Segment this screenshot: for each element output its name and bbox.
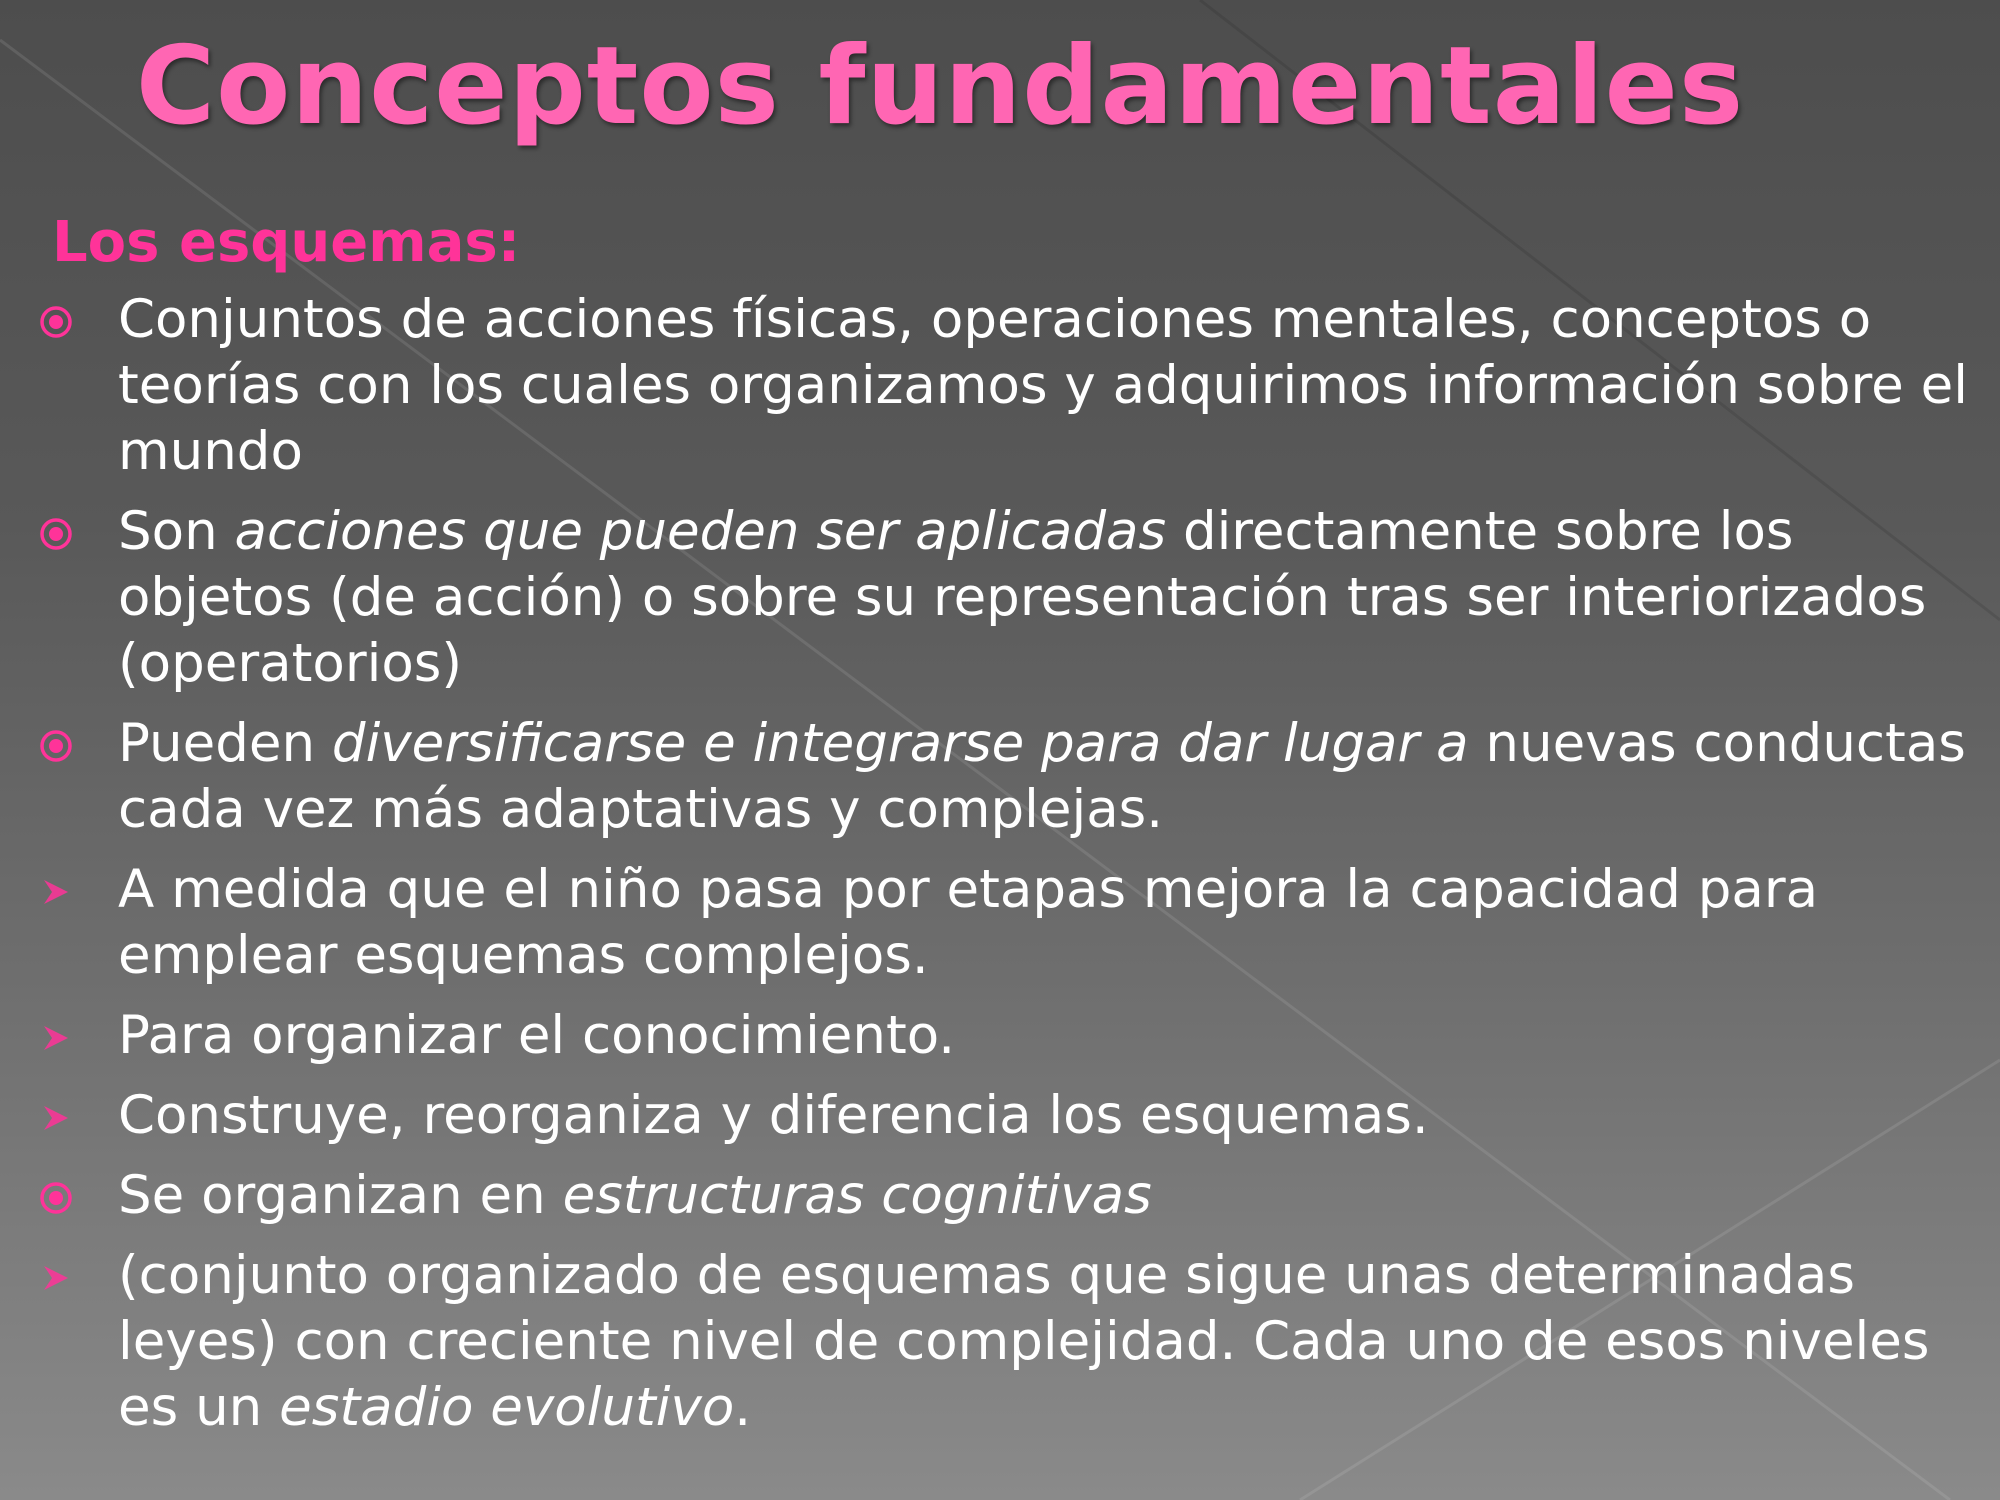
bullet-item bbox=[0, 1003, 2000, 1069]
circle-bullet-icon bbox=[38, 304, 74, 340]
circle-bullet-icon bbox=[38, 516, 74, 552]
bullet-list bbox=[0, 287, 2000, 1455]
bullet-text bbox=[118, 713, 1966, 840]
bullet-text bbox=[118, 1245, 1930, 1438]
circle-bullet-icon bbox=[38, 1180, 74, 1216]
bullet-text bbox=[118, 501, 1926, 694]
italic-text: estadio evolutivo bbox=[279, 1377, 735, 1438]
text-segment: Pueden bbox=[118, 713, 332, 774]
text-segment: . bbox=[734, 1377, 752, 1438]
italic-text: estructuras cognitivas bbox=[562, 1165, 1152, 1226]
text-segment: directamente sobre los objetos (de acción) o sobre su representación tras ser interiorizados (operatorios) bbox=[118, 501, 1927, 694]
bullet-item bbox=[0, 1163, 2000, 1229]
text-segment: A medida que el niño pasa por etapas mejora la capacidad para emplear esquemas complejos. bbox=[118, 859, 1819, 986]
slide-subtitle: Los esquemas: bbox=[52, 210, 521, 275]
text-segment: Para organizar el conocimiento. bbox=[118, 1005, 956, 1066]
italic-text: acciones que pueden ser aplicadas bbox=[234, 501, 1167, 562]
bullet-text bbox=[118, 1085, 1429, 1146]
text-segment: Son bbox=[118, 501, 235, 562]
bullet-item bbox=[0, 857, 2000, 989]
arrow-bullet-icon bbox=[38, 874, 74, 910]
bullet-text bbox=[118, 289, 1968, 482]
bullet-text bbox=[118, 1165, 1152, 1226]
bullet-item bbox=[0, 711, 2000, 843]
text-segment: Conjuntos de acciones físicas, operaciones mentales, conceptos o teorías con los cuales organizamos y adquirimos información sobre el mundo bbox=[118, 289, 1968, 482]
slide-title: Conceptos fundamentales bbox=[135, 24, 1745, 149]
italic-text: diversificarse e integrarse para dar lugar a bbox=[331, 713, 1469, 774]
bullet-item bbox=[0, 1243, 2000, 1441]
circle-bullet-icon bbox=[38, 728, 74, 764]
arrow-bullet-icon bbox=[38, 1260, 74, 1296]
bullet-item bbox=[0, 1083, 2000, 1149]
text-segment: nuevas conductas cada vez más adaptativas y complejas. bbox=[118, 713, 1966, 840]
bullet-text bbox=[118, 1005, 955, 1066]
arrow-bullet-icon bbox=[38, 1100, 74, 1136]
text-segment: Se organizan en bbox=[118, 1165, 563, 1226]
bullet-item bbox=[0, 499, 2000, 697]
text-segment: Construye, reorganiza y diferencia los esquemas. bbox=[118, 1085, 1429, 1146]
arrow-bullet-icon bbox=[38, 1020, 74, 1056]
text-segment: (conjunto organizado de esquemas que sigue unas determinadas leyes) con creciente nivel de complejidad. Cada uno de esos niveles es un bbox=[118, 1245, 1930, 1438]
bullet-item bbox=[0, 287, 2000, 485]
bullet-text bbox=[118, 859, 1818, 986]
